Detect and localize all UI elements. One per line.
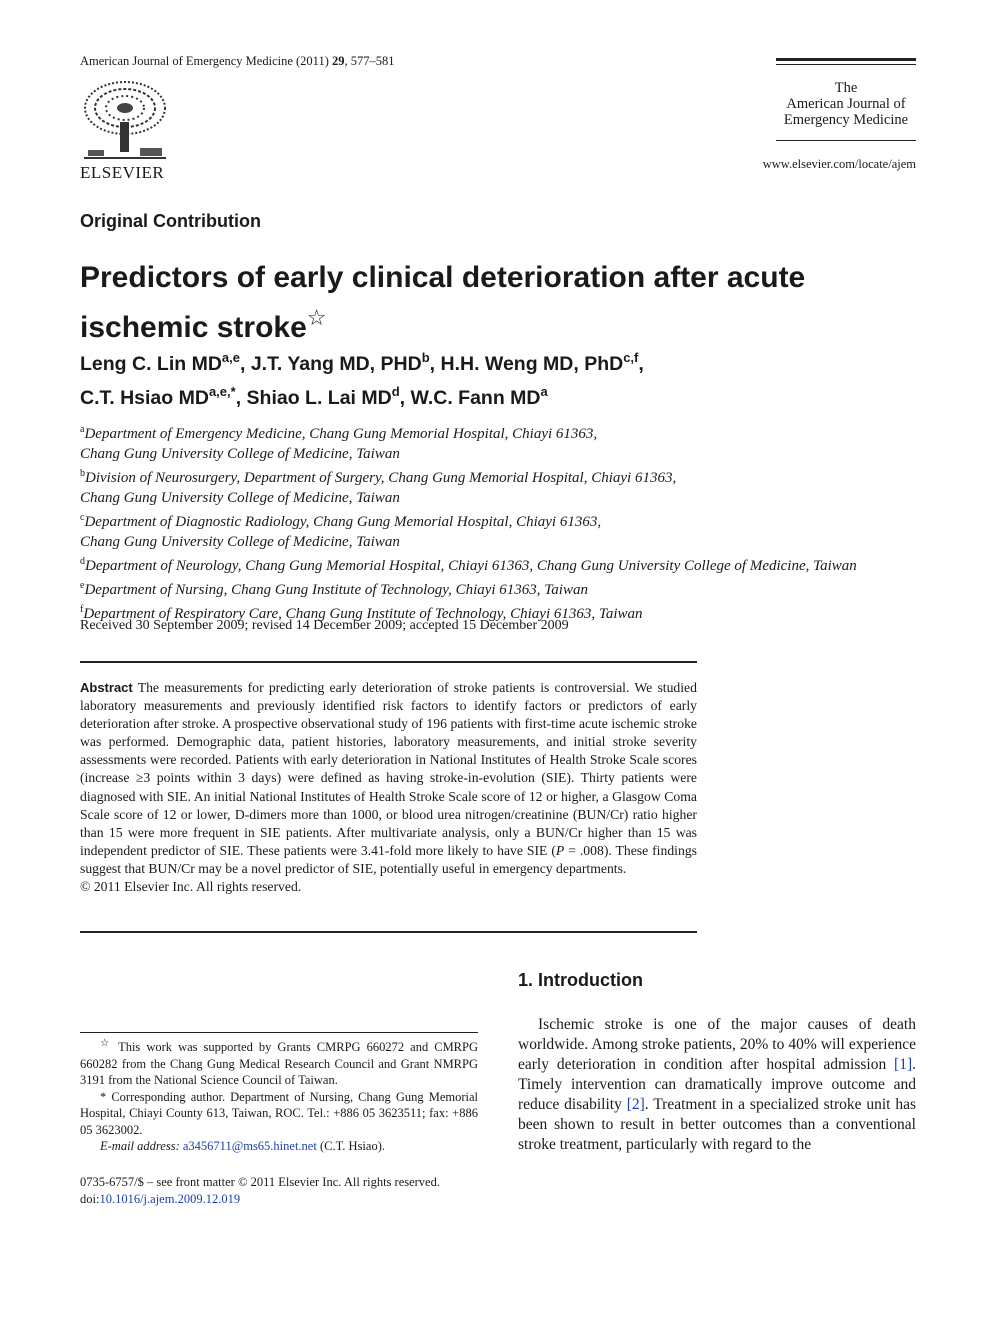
article-dates: Received 30 September 2009; revised 14 December 2009; accepted 15 December 2009 (80, 618, 569, 633)
author-name: W.C. Fann MD (410, 387, 541, 409)
brand-rule (776, 64, 916, 65)
issn-doi: 0735-6757/$ – see front matter © 2011 Elsevier Inc. All rights reserved. doi:10.1016/j.ajem.2009.12.019 (80, 1175, 440, 1206)
citation-link[interactable]: [2] (626, 1096, 645, 1113)
brand-rule (776, 58, 916, 61)
funding-star-icon[interactable]: ☆ (306, 305, 327, 330)
citation-link[interactable]: [1] (894, 1056, 913, 1073)
affiliation-item: $^a$Department of Emergency Medicine, Chang Gung Memorial Hospital, Chiayi 61363, (80, 424, 598, 442)
brand-rule (776, 140, 916, 141)
email-link[interactable]: a3456711@ms65.hinet.net (182, 1139, 317, 1154)
funding-note: ☆ This work was supported by Grants CMRPG 660272 and CMRPG 660282 from the Chang Gung Medical Research Council and Grant NMRPG 3191 from the National Science Council of Taiwan. (80, 1038, 478, 1088)
affiliation-item: $^b$Division of Neurosurgery, Department of Surgery, Chang Gung Memorial Hospital, Chiayi 61363, (80, 468, 677, 486)
publisher-name: ELSEVIER (80, 163, 165, 182)
intro-paragraph: Ischemic stroke is one of the major causes of death worldwide. Among stroke patients, 20% to 40% will experience early deterioration in condition after hospital admission [1]. Timely intervention can dramatically improve outcome and reduce disability [2]. Treatment in a specialized stroke unit has been shown to result in better outcomes than a conventional stroke treatment, particularly with regard to the (518, 1016, 916, 1153)
section-heading: 1. Introduction (518, 970, 643, 990)
affiliation-item: $^f$Department of Respiratory Care, Chang Gung Institute of Technology, Chiayi 61363, Taiwan (80, 604, 643, 622)
article-title: Predictors of early clinical deterioration after acute ischemic stroke☆ (80, 261, 806, 344)
author-name: J.T. Yang MD, PHD (250, 353, 422, 375)
elsevier-tree-logo (80, 80, 170, 160)
journal-citation: American Journal of Emergency Medicine (2011) 29, 577–581 (80, 54, 395, 68)
article-type: Original Contribution (80, 211, 261, 231)
author-name: H.H. Weng MD, PhD (440, 353, 624, 375)
copyright-line: © 2011 Elsevier Inc. All rights reserved. (80, 879, 302, 895)
affiliations: $^a$Department of Emergency Medicine, Chang Gung Memorial Hospital, Chiayi 61363, Chang Gung University College of Medicine, Taiwan $^b$Division of Neurosurgery, Department of Surgery, Chang Gung Memorial Hospital, Chiayi 61363, Chang Gung University College of Medicine, Taiwan $^c$Department of Diagnostic Radiology, Chang Gung Memorial Hospital, Chiayi 61363, Chang Gung University College of Medicine, Taiwan $^d$Department of Neurology, Chang Gung Memorial Hospital, Chiayi 61363, Chang Gung University College of Medicine, Taiwan $^e$Department of Nursing, Chang Gung Institute of Technology, Chiayi 61363, Taiwan $^f$Department of Respiratory Care, Chang Gung Institute of Technology, Chiayi 61363, Taiwan (80, 420, 920, 624)
author-list: Leng C. Lin MD$^{a,e}$, J.T. Yang MD, PHD$^b$, H.H. Weng MD, PhD$^{c,f}$, C.T. Hsiao $MD^{a,e,*}$, Shiao L. Lai $MD^d$, W.C. Fann $MD^a$ (80, 350, 644, 409)
affiliation-item: $^e$Department of Nursing, Chang Gung Institute of Technology, Chiayi 61363, Taiwan (80, 580, 588, 598)
corresponding-note: * Corresponding author. Department of Nursing, Chang Gung Memorial Hospital, Chiayi County 613, Taiwan, ROC. Tel.: +886 05 3623511; fax: +886 05 3623002. (80, 1089, 478, 1137)
journal-website-link[interactable]: www.elsevier.com/locate/ajem (762, 157, 916, 171)
author-name: Shiao L. Lai MD (246, 387, 392, 409)
author-name: Leng C. Lin MD (80, 353, 222, 375)
author-name: C.T. Hsiao MD (80, 387, 209, 409)
abstract-rule-top (80, 661, 697, 663)
footnote-rule (80, 1032, 478, 1033)
footnotes (80, 1036, 478, 1155)
abstract: Abstract The measurements for predicting early deterioration of stroke patients is controversial. We studied laboratory measurements and previously identified risk factors to identify factors or predictors of early deterioration after stroke. A prospective observational study of 196 patients with first-time acute ischemic stroke was performed. Demographic data, patient histories, laboratory measurements, and initial stroke severity assessments were recorded. Patients with early deterioration in National Institutes of Health Stroke Scale scores (increase ≥3 points within 3 days) were defined as having stroke-in-evolution (SIE). Thirty patients were diagnosed with SIE. An initial National Institutes of Health Stroke Scale score of 12 or higher, a Glasgow Coma Scale score of 12 or lower, D-dimers more than 1000, or blood urea nitrogen/creatinine (BUN/Cr) ratio higher than 15 were more frequent in SIE patients. After multivariate analysis, only a BUN/Cr higher than 15 was independent predictor of SIE. These patients were 3.41-fold more likely to have SIE (P = .008). These findings suggest that BUN/Cr may be a novel predictor of SIE, potentially useful in emergency departments. © 2011 Elsevier Inc. All rights reserved. (80, 679, 697, 896)
abstract-rule-bottom (80, 931, 697, 933)
affiliation-item: $^d$Department of Neurology, Chang Gung Memorial Hospital, Chiayi 61363, Chang Gung University College of Medicine, Taiwan (80, 556, 857, 574)
journal-brand: The American Journal of Emergency Medicine (783, 80, 909, 128)
affiliation-item: $^c$Department of Diagnostic Radiology, Chang Gung Memorial Hospital, Chiayi 61363, (80, 512, 602, 530)
doi-link[interactable]: 10.1016/j.ajem.2009.12.019 (99, 1192, 241, 1206)
email-note: E-mail address: a3456711@ms65.hinet.net (C.T. Hsiao). (100, 1139, 385, 1154)
abstract-label: Abstract (80, 680, 133, 695)
